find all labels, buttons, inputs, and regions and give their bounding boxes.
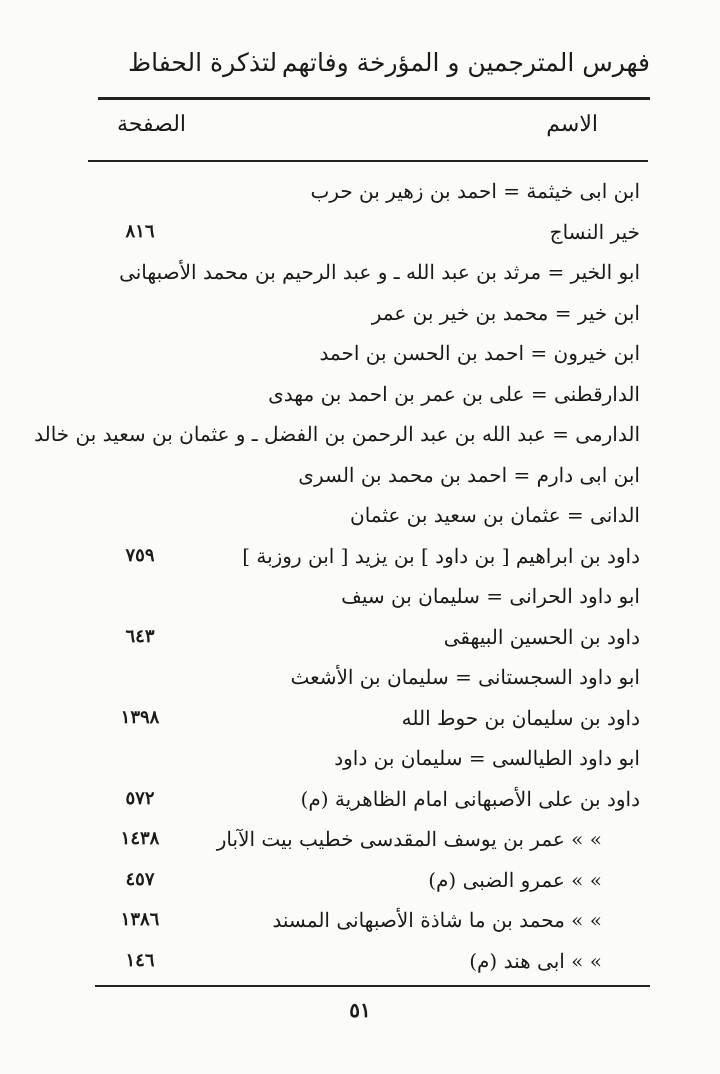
entry-page — [100, 576, 180, 616]
entry-page: ٦٤٣ — [125, 625, 155, 647]
entry-name: » » عمرو الضبى (م) — [428, 867, 602, 892]
index-list — [0, 171, 720, 981]
page-number: ٥١ — [349, 998, 371, 1022]
index-entry — [0, 657, 720, 698]
entry-name: » » ابى هند (م) — [469, 948, 602, 973]
column-header-name: الاسم — [546, 112, 598, 137]
index-entry — [0, 738, 720, 779]
entry-name: ابن ابى دارم = احمد بن محمد بن السرى — [298, 462, 640, 487]
entry-name: ابن خير = محمد بن خير بن عمر — [371, 300, 640, 325]
index-entry — [0, 374, 720, 415]
index-entry — [0, 576, 720, 617]
entry-name: داود بن على الأصبهانى امام الظاهرية (م) — [300, 786, 640, 811]
entry-name: » » محمد بن ما شاذة الأصبهانى المسند — [272, 908, 602, 932]
running-header — [90, 48, 650, 92]
index-entry — [0, 860, 720, 901]
footer-rule — [95, 985, 650, 987]
entry-name: داود بن سليمان بن حوط الله — [401, 705, 640, 730]
entry-page: ٥٧٢ — [125, 787, 155, 809]
entry-page: ١٣٨٦ — [120, 909, 160, 930]
entry-page — [100, 455, 180, 495]
index-entry — [0, 779, 720, 820]
column-header-rule — [88, 160, 648, 162]
column-header-page: الصفحة — [117, 112, 187, 137]
index-entry — [0, 212, 720, 253]
index-entry — [0, 941, 720, 982]
index-entry — [0, 171, 720, 212]
entry-page: ٨١٦ — [125, 220, 155, 242]
index-entry — [0, 536, 720, 577]
entry-page — [100, 374, 180, 414]
entry-page — [100, 738, 180, 778]
entry-page — [100, 171, 180, 211]
entry-name: خير النساج — [549, 219, 640, 244]
entry-name: ابن خيرون = احمد بن الحسن بن احمد — [319, 341, 640, 365]
entry-page — [100, 414, 180, 454]
entry-page: ١٤٦ — [125, 949, 155, 971]
entry-page — [100, 333, 180, 373]
entry-page — [100, 293, 180, 333]
entry-name: ابو داود السجستانى = سليمان بن الأشعث — [290, 665, 640, 689]
index-entry — [0, 617, 720, 658]
index-entry — [0, 698, 720, 739]
index-entry — [0, 252, 720, 293]
entry-page: ١٣٩٨ — [120, 706, 160, 728]
entry-page: ٤٥٧ — [125, 868, 155, 890]
entry-name: ابو الخير = مرثد بن عبد الله ـ و عبد الرحيم بن محمد الأصبهانى — [119, 260, 640, 284]
entry-name: ابو داود الطيالسى = سليمان بن داود — [334, 746, 640, 770]
entry-name: داود بن ابراهيم [ بن داود ] بن يزيد [ ابن روزبة ] — [242, 543, 640, 568]
entry-page: ٧٥٩ — [125, 544, 155, 566]
index-entry — [0, 333, 720, 374]
index-entry — [0, 455, 720, 496]
header-rule — [98, 97, 650, 100]
entry-name: الدارمى = عبد الله بن عبد الرحمن بن الفضل ـ و عثمان بن سعيد بن خالد — [34, 422, 640, 446]
entry-name: » » عمر بن يوسف المقدسى خطيب بيت الآبار — [216, 827, 602, 851]
index-entry — [0, 495, 720, 536]
index-entry — [0, 293, 720, 334]
header-title: فهرس المترجمين و المؤرخة وفاتهم — [281, 48, 650, 77]
index-entry — [0, 819, 720, 860]
header-book-title: لتذكرة الحفاظ — [128, 48, 278, 77]
entry-name: الدارقطنى = على بن عمر بن احمد بن مهدى — [268, 381, 640, 406]
entry-page: ١٤٣٨ — [120, 828, 160, 849]
entry-name: الدانى = عثمان بن سعيد بن عثمان — [350, 503, 640, 527]
entry-page — [100, 657, 180, 697]
entry-page — [100, 495, 180, 535]
index-entry — [0, 414, 720, 455]
entry-page — [100, 252, 180, 292]
index-entry — [0, 900, 720, 941]
entry-name: داود بن الحسين البيهقى — [443, 624, 640, 649]
entry-name: ابو داود الحرانى = سليمان بن سيف — [341, 584, 640, 608]
entry-name: ابن ابى خيثمة = احمد بن زهير بن حرب — [310, 179, 640, 203]
